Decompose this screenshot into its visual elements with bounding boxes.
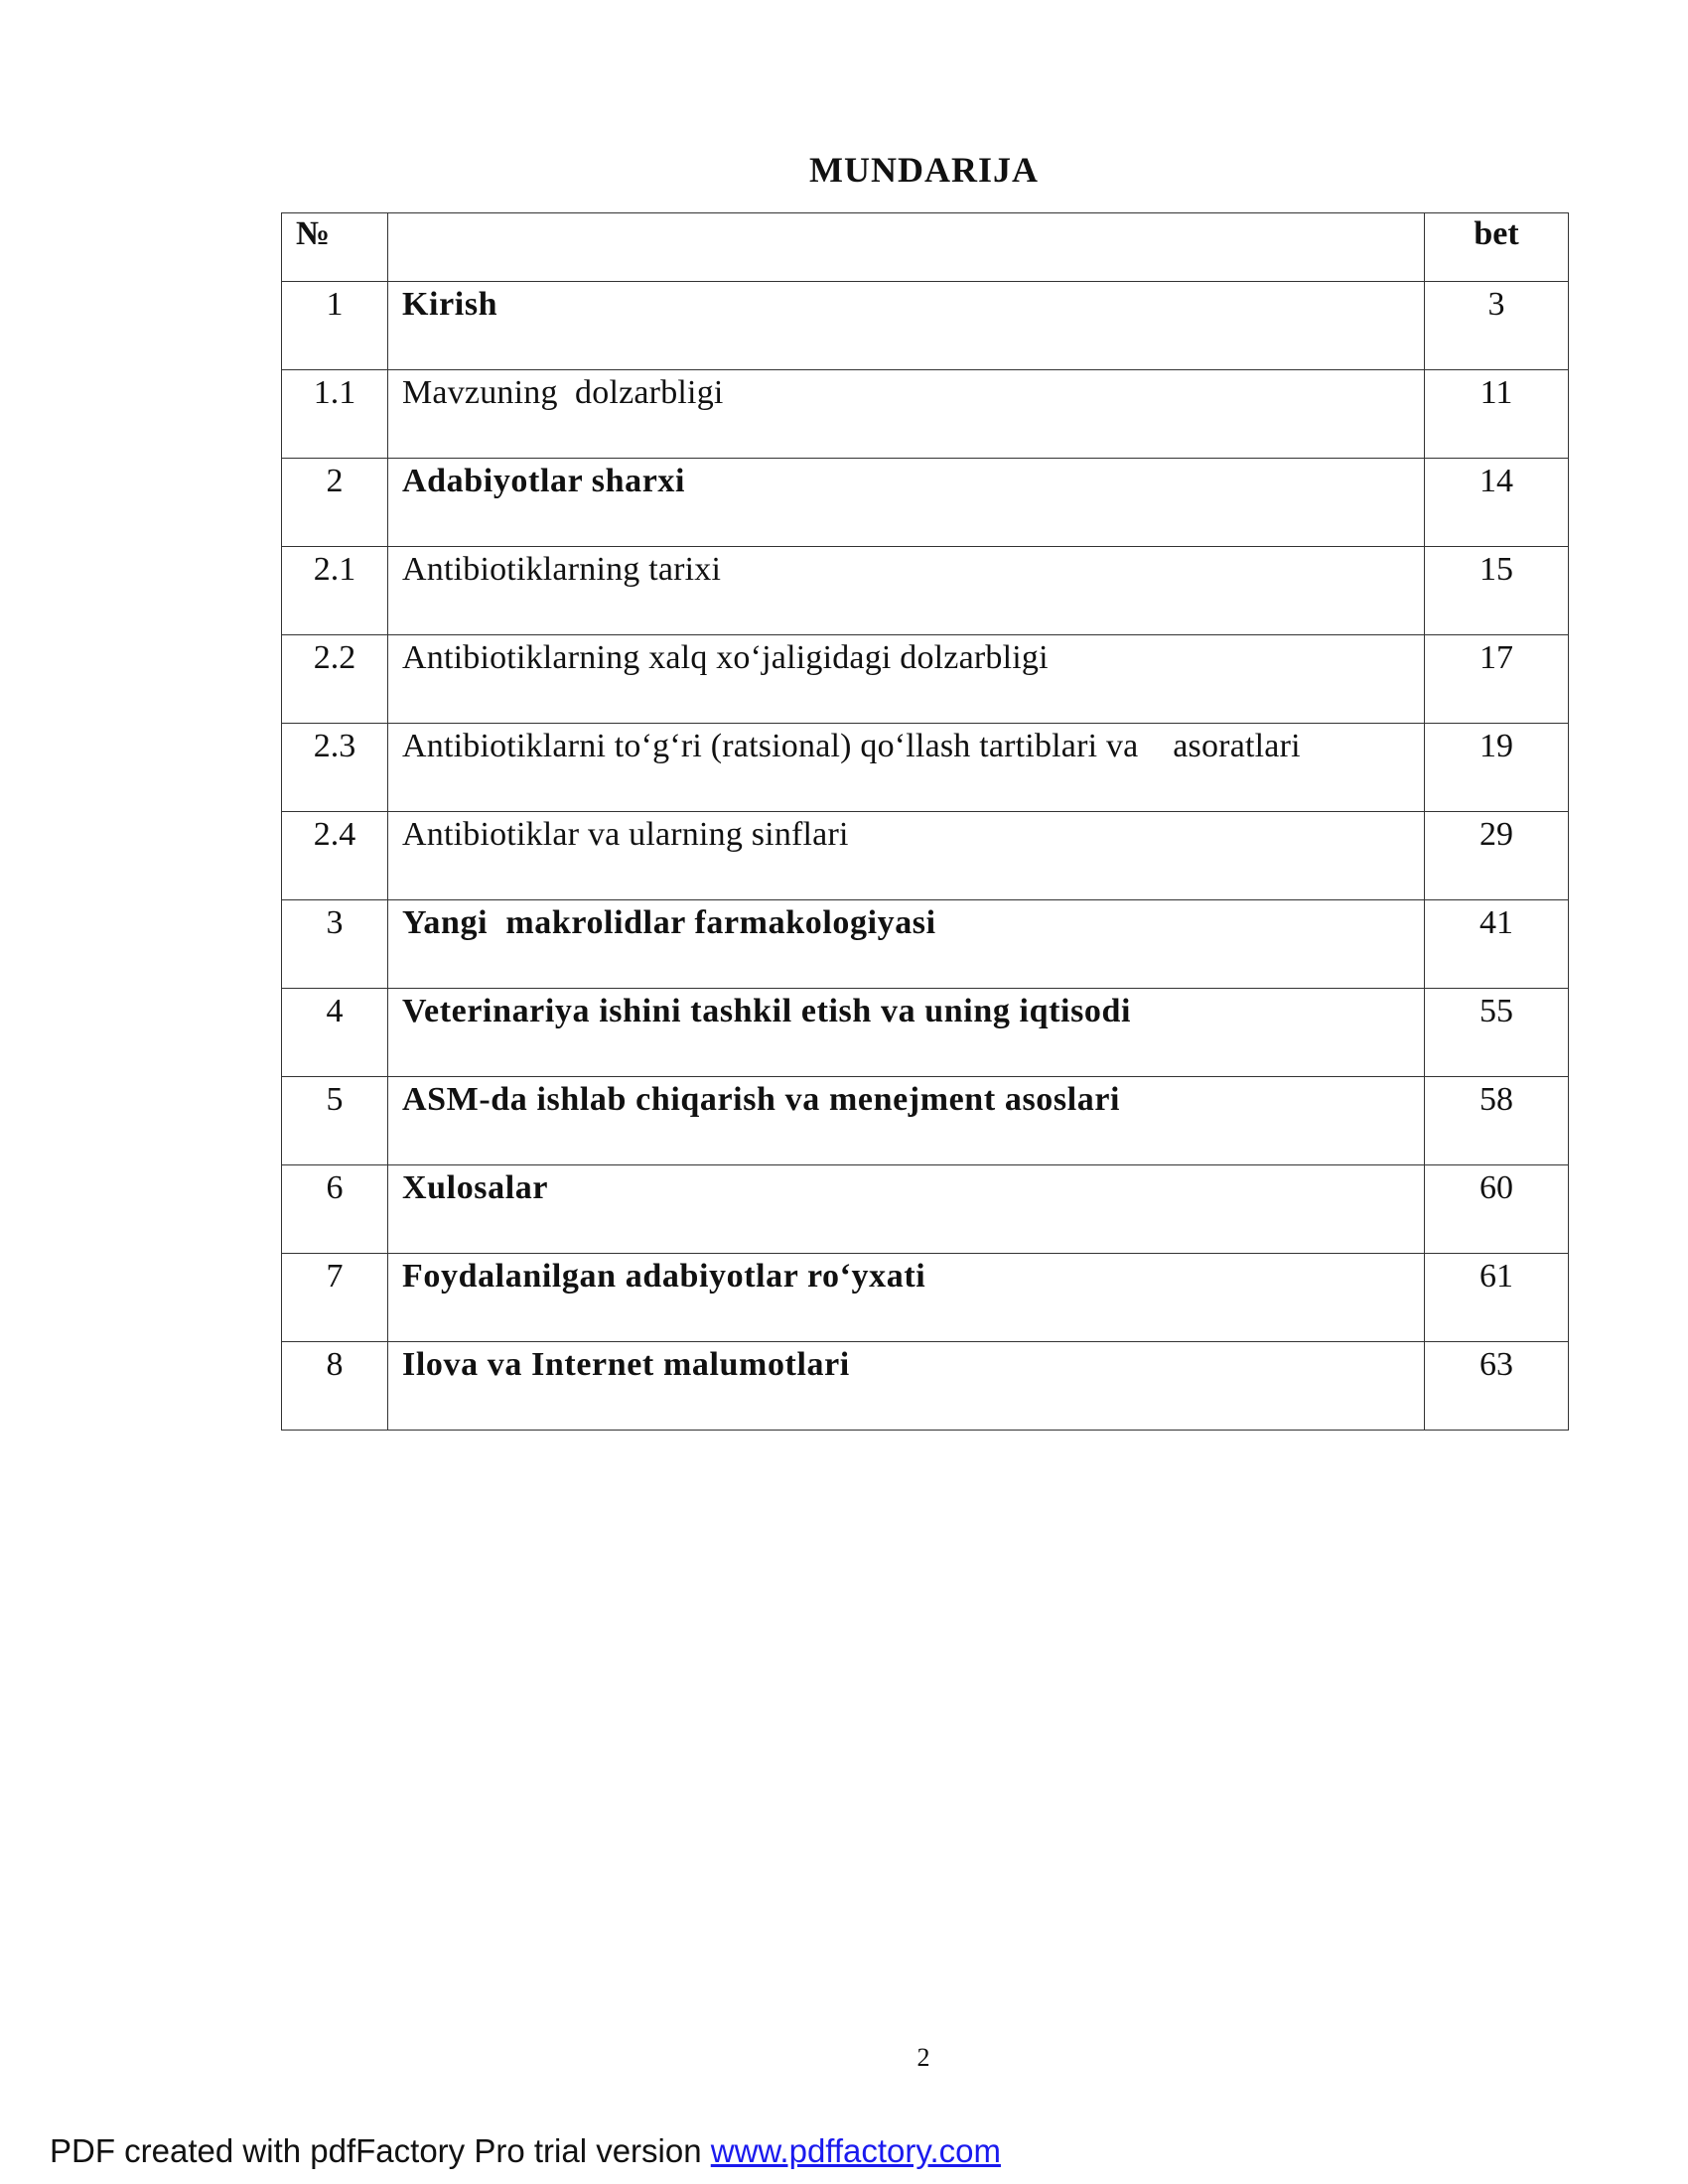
table-row bbox=[282, 989, 1569, 1077]
table-row bbox=[282, 282, 1569, 370]
row-title: Xulosalar bbox=[388, 1165, 1425, 1254]
table-row bbox=[282, 1342, 1569, 1431]
header-title bbox=[388, 213, 1425, 282]
row-number: 8 bbox=[282, 1342, 388, 1431]
table-row bbox=[282, 370, 1569, 459]
pdf-footer bbox=[50, 2132, 1001, 2170]
table-of-contents bbox=[281, 212, 1569, 1431]
table-row bbox=[282, 1077, 1569, 1165]
row-number: 3 bbox=[282, 900, 388, 989]
table-row bbox=[282, 1165, 1569, 1254]
row-page: 15 bbox=[1425, 547, 1569, 635]
row-title: Yangi makrolidlar farmakologiyasi bbox=[388, 900, 1425, 989]
row-page: 17 bbox=[1425, 635, 1569, 724]
row-title: ASM-da ishlab chiqarish va menejment asoslari bbox=[388, 1077, 1425, 1165]
row-page: 14 bbox=[1425, 459, 1569, 547]
row-number: 2.3 bbox=[282, 724, 388, 812]
footer-link[interactable]: www.pdffactory.com bbox=[710, 2132, 1001, 2169]
toc-body bbox=[282, 213, 1569, 1431]
row-page: 11 bbox=[1425, 370, 1569, 459]
row-page: 19 bbox=[1425, 724, 1569, 812]
row-page: 55 bbox=[1425, 989, 1569, 1077]
table-row bbox=[282, 812, 1569, 900]
footer-text: PDF created with pdfFactory Pro trial version bbox=[50, 2132, 711, 2169]
row-title: Kirish bbox=[388, 282, 1425, 370]
table-row bbox=[282, 1254, 1569, 1342]
table-row bbox=[282, 724, 1569, 812]
row-page: 29 bbox=[1425, 812, 1569, 900]
row-title: Adabiyotlar sharxi bbox=[388, 459, 1425, 547]
row-title: Mavzuning dolzarbligi bbox=[388, 370, 1425, 459]
row-page: 58 bbox=[1425, 1077, 1569, 1165]
table-row bbox=[282, 635, 1569, 724]
page-title: MUNDARIJA bbox=[809, 150, 1039, 190]
row-title: Veterinariya ishini tashkil etish va uning iqtisodi bbox=[388, 989, 1425, 1077]
row-number: 1 bbox=[282, 282, 388, 370]
row-number: 5 bbox=[282, 1077, 388, 1165]
row-number: 6 bbox=[282, 1165, 388, 1254]
row-number: 2.2 bbox=[282, 635, 388, 724]
row-title: Foydalanilgan adabiyotlar ro‘yxati bbox=[388, 1254, 1425, 1342]
row-title: Antibiotiklar va ularning sinflari bbox=[388, 812, 1425, 900]
title-container bbox=[281, 149, 1567, 191]
row-title: Antibiotiklarni to‘g‘ri (ratsional) qo‘llash tartiblari va asoratlari bbox=[388, 724, 1425, 812]
row-page: 3 bbox=[1425, 282, 1569, 370]
row-number: 4 bbox=[282, 989, 388, 1077]
row-number: 2.4 bbox=[282, 812, 388, 900]
table-row bbox=[282, 459, 1569, 547]
table-row bbox=[282, 900, 1569, 989]
header-number: № bbox=[282, 213, 388, 282]
row-number: 2 bbox=[282, 459, 388, 547]
row-title: Antibiotiklarning xalq xo‘jaligidagi dolzarbligi bbox=[388, 635, 1425, 724]
row-page: 60 bbox=[1425, 1165, 1569, 1254]
header-page: bet bbox=[1425, 213, 1569, 282]
row-number: 7 bbox=[282, 1254, 388, 1342]
row-page: 61 bbox=[1425, 1254, 1569, 1342]
row-page: 63 bbox=[1425, 1342, 1569, 1431]
row-number: 1.1 bbox=[282, 370, 388, 459]
toc-header-row bbox=[282, 213, 1569, 282]
row-title: Antibiotiklarning tarixi bbox=[388, 547, 1425, 635]
row-title: Ilova va Internet malumotlari bbox=[388, 1342, 1425, 1431]
table-row bbox=[282, 547, 1569, 635]
row-number: 2.1 bbox=[282, 547, 388, 635]
row-page: 41 bbox=[1425, 900, 1569, 989]
page-number: 2 bbox=[916, 2043, 930, 2072]
